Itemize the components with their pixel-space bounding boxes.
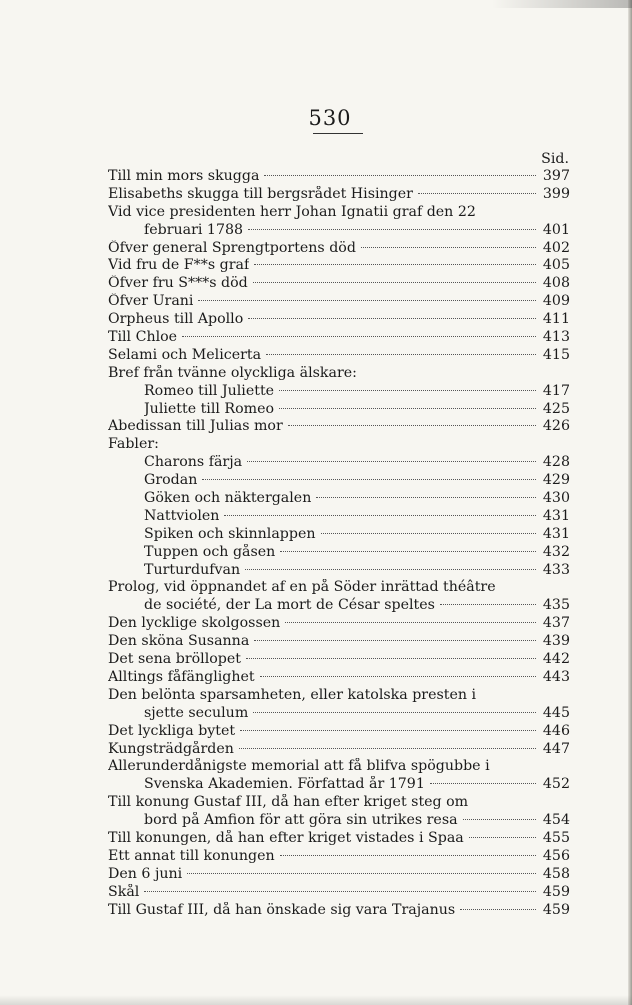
entry-title: Grodan bbox=[144, 472, 198, 489]
entry-title: Till konung Gustaf III, då han efter kriget steg om bbox=[108, 794, 469, 811]
entry-page-number: 435 bbox=[542, 597, 570, 614]
toc-entry bbox=[108, 741, 570, 759]
toc-line bbox=[108, 311, 570, 329]
toc-line bbox=[108, 597, 570, 615]
entry-title: Öfver fru S***s död bbox=[108, 275, 248, 292]
dot-leader bbox=[247, 461, 536, 462]
toc-line bbox=[108, 544, 570, 562]
entry-title: Vid fru de F**s graf bbox=[108, 257, 250, 274]
toc-entry bbox=[108, 633, 570, 651]
dot-leader bbox=[254, 640, 536, 641]
toc-entry bbox=[108, 526, 570, 544]
entry-title: Romeo till Juliette bbox=[144, 382, 275, 399]
toc-entry bbox=[108, 508, 570, 526]
entry-title: Fabler: bbox=[108, 436, 159, 453]
dot-leader bbox=[280, 855, 536, 856]
toc-entry bbox=[108, 544, 570, 562]
toc-entry bbox=[108, 830, 570, 848]
toc-line bbox=[108, 490, 570, 508]
entry-page-number: 411 bbox=[542, 311, 570, 328]
toc-line bbox=[108, 347, 570, 365]
entry-title: Den belönta sparsamheten, eller katolska presten i bbox=[108, 686, 477, 703]
dot-leader bbox=[248, 229, 536, 230]
dot-leader bbox=[254, 264, 536, 265]
entry-title: Prolog, vid öppnandet af en på Söder inrättad théâtre bbox=[108, 579, 496, 596]
toc-entry bbox=[108, 866, 570, 884]
entry-title: Ett annat till konungen bbox=[108, 847, 275, 864]
entry-title: Kungsträdgården bbox=[108, 740, 234, 757]
toc-line bbox=[108, 383, 570, 401]
toc-entry bbox=[108, 257, 570, 275]
toc-entry bbox=[108, 347, 570, 365]
entry-page-number: 428 bbox=[542, 454, 570, 471]
entry-page-number: 425 bbox=[542, 400, 570, 417]
page-edge-shadow bbox=[628, 0, 632, 1005]
dot-leader bbox=[245, 569, 536, 570]
toc-line bbox=[108, 365, 570, 383]
toc-line bbox=[108, 222, 570, 240]
entry-title: Elisabeths skugga till bergsrådet Hisinger bbox=[108, 185, 413, 202]
dot-leader bbox=[460, 909, 536, 910]
toc-line bbox=[108, 705, 570, 723]
toc-line bbox=[108, 866, 570, 884]
dot-leader bbox=[187, 873, 536, 874]
entry-title: Nattviolen bbox=[144, 507, 220, 524]
toc-line bbox=[108, 812, 570, 830]
toc-line bbox=[108, 758, 570, 776]
toc-line bbox=[108, 526, 570, 544]
dot-leader bbox=[418, 193, 536, 194]
toc-entry bbox=[108, 615, 570, 633]
entry-title: sjette seculum bbox=[144, 704, 249, 721]
dot-leader bbox=[279, 390, 536, 391]
toc-line bbox=[108, 204, 570, 222]
toc-entry bbox=[108, 365, 570, 383]
entry-page-number: 413 bbox=[542, 329, 570, 346]
dot-leader bbox=[316, 497, 536, 498]
toc-line bbox=[108, 794, 570, 812]
toc-entry bbox=[108, 723, 570, 741]
entry-title: Öfver general Sprengtportens död bbox=[108, 239, 356, 256]
toc-line bbox=[108, 615, 570, 633]
page-number: 530 bbox=[308, 106, 352, 130]
entry-page-number: 443 bbox=[542, 668, 570, 685]
toc-entry bbox=[108, 186, 570, 204]
toc-line bbox=[108, 168, 570, 186]
toc-entry bbox=[108, 472, 570, 490]
table-of-contents bbox=[108, 150, 570, 919]
dot-leader bbox=[463, 819, 536, 820]
toc-entry bbox=[108, 902, 570, 920]
toc-line bbox=[108, 436, 570, 454]
toc-entry bbox=[108, 311, 570, 329]
entry-title: Selami och Melicerta bbox=[108, 346, 262, 363]
toc-entry bbox=[108, 579, 570, 615]
entry-title: de société, der La mort de César speltes bbox=[144, 597, 435, 614]
dot-leader bbox=[430, 783, 536, 784]
toc-entries bbox=[108, 168, 570, 919]
toc-line bbox=[108, 240, 570, 258]
entry-page-number: 454 bbox=[542, 812, 570, 829]
dot-leader bbox=[279, 408, 536, 409]
entry-page-number: 433 bbox=[542, 561, 570, 578]
entry-page-number: 445 bbox=[542, 704, 570, 721]
toc-entry bbox=[108, 204, 570, 240]
toc-line bbox=[108, 741, 570, 759]
toc-line bbox=[108, 902, 570, 920]
toc-line bbox=[108, 633, 570, 651]
toc-line bbox=[108, 418, 570, 436]
entry-page-number: 439 bbox=[542, 633, 570, 650]
toc-line bbox=[108, 401, 570, 419]
toc-line bbox=[108, 275, 570, 293]
entry-title: Till min mors skugga bbox=[108, 168, 260, 184]
toc-entry bbox=[108, 884, 570, 902]
dot-leader bbox=[440, 604, 536, 605]
entry-title: Allerunderdånigste memorial att få blifva spögubbe i bbox=[108, 758, 490, 775]
dot-leader bbox=[321, 533, 537, 534]
entry-page-number: 431 bbox=[542, 525, 570, 542]
entry-page-number: 426 bbox=[542, 418, 570, 435]
entry-page-number: 431 bbox=[542, 507, 570, 524]
toc-entry bbox=[108, 490, 570, 508]
toc-entry bbox=[108, 293, 570, 311]
dot-leader bbox=[182, 336, 536, 337]
entry-page-number: 399 bbox=[542, 185, 570, 202]
entry-page-number: 458 bbox=[542, 865, 570, 882]
toc-entry bbox=[108, 454, 570, 472]
toc-entry bbox=[108, 418, 570, 436]
entry-title: Bref från tvänne olyckliga älskare: bbox=[108, 364, 357, 381]
toc-entry bbox=[108, 794, 570, 830]
toc-line bbox=[108, 186, 570, 204]
dot-leader bbox=[280, 551, 536, 552]
dot-leader bbox=[246, 658, 536, 659]
toc-entry bbox=[108, 758, 570, 794]
toc-line bbox=[108, 723, 570, 741]
entry-page-number: 447 bbox=[542, 740, 570, 757]
entry-page-number: 437 bbox=[542, 615, 570, 632]
toc-entry bbox=[108, 275, 570, 293]
entry-page-number: 415 bbox=[542, 346, 570, 363]
dot-leader bbox=[288, 425, 536, 426]
entry-page-number: 452 bbox=[542, 776, 570, 793]
entry-title: Juliette till Romeo bbox=[144, 400, 275, 417]
dot-leader bbox=[253, 712, 536, 713]
entry-title: Den 6 juni bbox=[108, 865, 183, 882]
toc-line bbox=[108, 579, 570, 597]
dot-leader bbox=[253, 282, 536, 283]
dot-leader bbox=[469, 837, 536, 838]
page-number-rule bbox=[313, 133, 363, 134]
toc-line bbox=[108, 257, 570, 275]
entry-page-number: 401 bbox=[542, 221, 570, 238]
toc-entry bbox=[108, 669, 570, 687]
entry-page-number: 456 bbox=[542, 847, 570, 864]
entry-title: Abedissan till Julias mor bbox=[108, 418, 283, 435]
dot-leader bbox=[285, 622, 536, 623]
toc-entry bbox=[108, 401, 570, 419]
entry-page-number: 442 bbox=[542, 651, 570, 668]
entry-title: Turturdufvan bbox=[144, 561, 241, 578]
entry-title: Alltings fåfänglighet bbox=[108, 668, 255, 685]
toc-line bbox=[108, 687, 570, 705]
entry-title: Till Chloe bbox=[108, 329, 178, 346]
toc-line bbox=[108, 472, 570, 490]
dot-leader bbox=[144, 891, 536, 892]
toc-entry bbox=[108, 168, 570, 186]
toc-line bbox=[108, 669, 570, 687]
toc-entry bbox=[108, 562, 570, 580]
entry-page-number: 397 bbox=[542, 168, 570, 184]
entry-title: Skål bbox=[108, 883, 140, 900]
toc-line bbox=[108, 776, 570, 794]
toc-line bbox=[108, 454, 570, 472]
entry-page-number: 409 bbox=[542, 293, 570, 310]
dot-leader bbox=[264, 175, 536, 176]
entry-page-number: 402 bbox=[542, 239, 570, 256]
toc-line bbox=[108, 562, 570, 580]
dot-leader bbox=[260, 676, 536, 677]
entry-page-number: 405 bbox=[542, 257, 570, 274]
entry-page-number: 459 bbox=[542, 883, 570, 900]
toc-line bbox=[108, 848, 570, 866]
entry-page-number: 455 bbox=[542, 829, 570, 846]
toc-entry bbox=[108, 651, 570, 669]
toc-line bbox=[108, 508, 570, 526]
entry-title: Till Gustaf III, då han önskade sig vara Trajanus bbox=[108, 901, 456, 918]
toc-entry bbox=[108, 383, 570, 401]
entry-title: Orpheus till Apollo bbox=[108, 311, 244, 328]
toc-line bbox=[108, 830, 570, 848]
toc-line bbox=[108, 293, 570, 311]
entry-page-number: 432 bbox=[542, 543, 570, 560]
entry-title: februari 1788 bbox=[144, 221, 244, 238]
entry-page-number: 459 bbox=[542, 901, 570, 918]
entry-title: Vid vice presidenten herr Johan Ignatii graf den 22 bbox=[108, 203, 476, 220]
entry-page-number: 429 bbox=[542, 472, 570, 489]
entry-title: Den sköna Susanna bbox=[108, 633, 250, 650]
entry-title: Det sena bröllopet bbox=[108, 651, 241, 668]
entry-title: Den lycklige skolgossen bbox=[108, 615, 281, 632]
entry-title: Det lyckliga bytet bbox=[108, 722, 236, 739]
entry-page-number: 430 bbox=[542, 490, 570, 507]
entry-page-number: 408 bbox=[542, 275, 570, 292]
toc-entry bbox=[108, 329, 570, 347]
page-column-header: Sid. bbox=[541, 151, 569, 167]
entry-page-number: 446 bbox=[542, 722, 570, 739]
dot-leader bbox=[224, 515, 536, 516]
entry-title: Göken och näktergalen bbox=[144, 490, 312, 507]
dot-leader bbox=[361, 247, 536, 248]
toc-entry bbox=[108, 436, 570, 454]
dot-leader bbox=[202, 479, 536, 480]
toc-entry bbox=[108, 240, 570, 258]
entry-title: bord på Amfion för att göra sin utrikes resa bbox=[144, 812, 458, 829]
scan-artifact-bottom bbox=[0, 995, 632, 1005]
entry-title: Spiken och skinnlappen bbox=[144, 525, 316, 542]
toc-entry bbox=[108, 687, 570, 723]
entry-title: Charons färja bbox=[144, 454, 243, 471]
entry-page-number: 417 bbox=[542, 382, 570, 399]
toc-line bbox=[108, 884, 570, 902]
entry-title: Till konungen, då han efter kriget vistades i Spaa bbox=[108, 829, 464, 846]
dot-leader bbox=[266, 354, 536, 355]
toc-entry bbox=[108, 848, 570, 866]
scan-artifact-top bbox=[492, 0, 632, 8]
dot-leader bbox=[198, 300, 536, 301]
dot-leader bbox=[248, 318, 536, 319]
entry-title: Öfver Urani bbox=[108, 293, 194, 310]
entry-title: Tuppen och gåsen bbox=[144, 543, 276, 560]
toc-line bbox=[108, 329, 570, 347]
dot-leader bbox=[240, 730, 536, 731]
toc-line bbox=[108, 651, 570, 669]
dot-leader bbox=[239, 748, 536, 749]
entry-title: Svenska Akademien. Författad år 1791 bbox=[144, 776, 425, 793]
